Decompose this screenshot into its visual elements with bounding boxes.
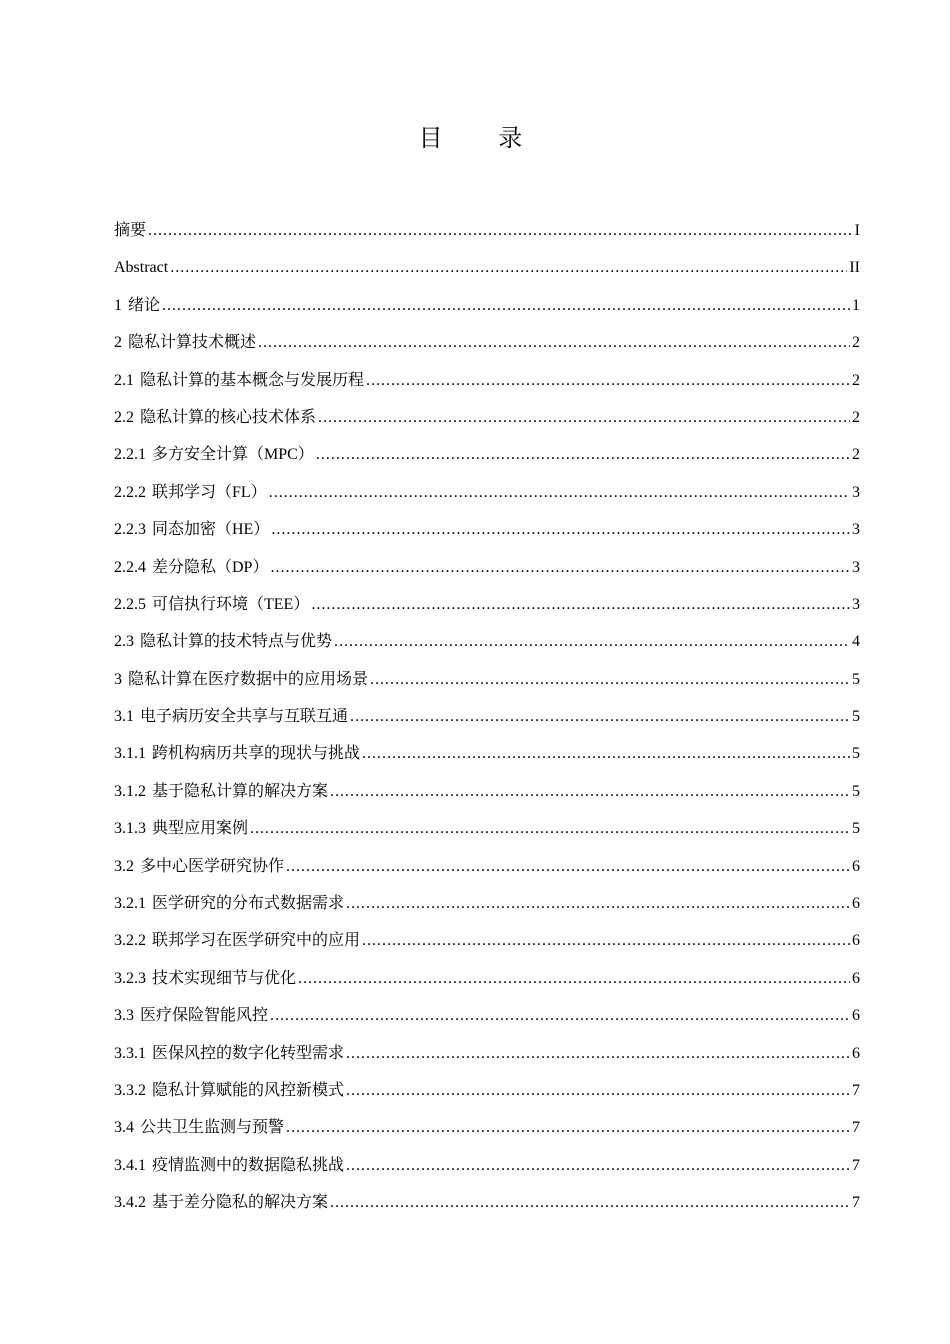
dot-leader <box>334 631 850 653</box>
toc-entry-page-number: 2 <box>852 446 860 464</box>
toc-entry[interactable] <box>114 370 860 407</box>
toc-entry-number: 3.2.3 <box>114 969 146 987</box>
toc-entry[interactable] <box>114 968 860 1005</box>
toc-entry-title <box>114 856 284 878</box>
dot-leader <box>346 1155 850 1177</box>
toc-entry-page-number: 2 <box>852 408 860 426</box>
toc-entry-number: 3.1.2 <box>114 782 146 800</box>
toc-entry-title <box>114 1192 328 1214</box>
toc-entry-number: 2.2.2 <box>114 483 146 501</box>
toc-entry-page-number: 4 <box>852 633 860 651</box>
toc-entry[interactable] <box>114 631 860 668</box>
toc-entry-number: 3.4.2 <box>114 1194 146 1212</box>
toc-entry[interactable] <box>114 295 860 332</box>
dot-leader <box>346 1043 850 1065</box>
toc-entry-label: 差分隐私（DP） <box>152 558 269 576</box>
toc-entry-title <box>114 557 268 579</box>
toc-entry-number: 3.2.1 <box>114 895 146 913</box>
toc-entry-title <box>114 519 269 541</box>
toc-entry[interactable] <box>114 594 860 631</box>
toc-entry[interactable] <box>114 893 860 930</box>
toc-entry[interactable] <box>114 856 860 893</box>
toc-entry-page-number: 1 <box>852 296 860 314</box>
toc-entry-number: 3.1 <box>114 708 134 726</box>
dot-leader <box>269 482 850 504</box>
toc-entry[interactable] <box>114 1155 860 1192</box>
toc-entry-title <box>114 781 328 803</box>
toc-entry[interactable] <box>114 444 860 481</box>
toc-entry-page-number: 6 <box>852 895 860 913</box>
dot-leader <box>330 1192 850 1214</box>
toc-entry-label: 同态加密（HE） <box>152 521 270 539</box>
toc-entry-page-number: 5 <box>852 820 860 838</box>
toc-entry-page-number: 6 <box>852 1007 860 1025</box>
dot-leader <box>286 856 850 878</box>
dot-leader <box>330 781 850 803</box>
toc-entry-label: 医保风控的数字化转型需求 <box>152 1044 345 1062</box>
toc-entry-number: 3.2 <box>114 857 134 875</box>
toc-entry-label: 疫情监测中的数据隐私挑战 <box>152 1156 345 1174</box>
toc-entry-title <box>114 1043 344 1065</box>
toc-entry-page-number: 3 <box>852 558 860 576</box>
toc-entry-title <box>114 743 360 765</box>
toc-entry-number: 3 <box>114 670 122 688</box>
toc-entry-label: 联邦学习在医学研究中的应用 <box>152 932 361 950</box>
toc-entry-title <box>114 482 267 504</box>
dot-leader <box>258 332 850 354</box>
toc-entry-number: 3.2.2 <box>114 932 146 950</box>
toc-entry-label: 隐私计算赋能的风控新模式 <box>152 1081 345 1099</box>
toc-entry-page-number: 7 <box>852 1081 860 1099</box>
dot-leader <box>250 818 850 840</box>
toc-entry-number: 3.3.1 <box>114 1044 146 1062</box>
toc-entry-page-number: 6 <box>852 1044 860 1062</box>
toc-entry[interactable] <box>114 482 860 519</box>
dot-leader <box>362 930 850 952</box>
toc-entry[interactable] <box>114 332 860 369</box>
toc-entry-title <box>114 968 296 990</box>
toc-entry[interactable] <box>114 1117 860 1154</box>
toc-entry-label: 医疗保险智能风控 <box>140 1007 269 1025</box>
toc-entry[interactable] <box>114 1080 860 1117</box>
toc-entry-number: 3.4 <box>114 1119 134 1137</box>
toc-entry-title <box>114 444 314 466</box>
toc-entry[interactable] <box>114 1043 860 1080</box>
toc-entry-page-number: 7 <box>852 1194 860 1212</box>
toc-entry[interactable] <box>114 1005 860 1042</box>
dot-leader <box>316 444 850 466</box>
toc-entry-number: 3.1.1 <box>114 745 146 763</box>
toc-entry-number: 3.4.1 <box>114 1156 146 1174</box>
toc-entry-page-number: 3 <box>852 595 860 613</box>
toc-entry-page-number: 5 <box>852 782 860 800</box>
toc-entry-label: 隐私计算在医疗数据中的应用场景 <box>128 670 369 688</box>
dot-leader <box>366 370 850 392</box>
dot-leader <box>370 669 850 691</box>
toc-entry-title <box>114 407 316 429</box>
dot-leader <box>148 220 853 242</box>
toc-entry-title <box>114 930 360 952</box>
toc-entry-title <box>114 594 309 616</box>
toc-entry-title <box>114 1155 344 1177</box>
dot-leader <box>270 557 850 579</box>
toc-entry-page-number: 6 <box>852 969 860 987</box>
toc-entry[interactable] <box>114 706 860 743</box>
dot-leader <box>362 743 850 765</box>
toc-entry[interactable] <box>114 220 860 257</box>
toc-entry-page-number: 3 <box>852 483 860 501</box>
toc-entry[interactable] <box>114 669 860 706</box>
toc-entry-number: 1 <box>114 296 122 314</box>
toc-entry-title <box>114 295 160 317</box>
toc-entry-number: 2.2.5 <box>114 595 146 613</box>
dot-leader <box>270 1005 850 1027</box>
toc-entry-label: 隐私计算的基本概念与发展历程 <box>140 371 365 389</box>
toc-entry-number: 2.3 <box>114 633 134 651</box>
toc-entry[interactable] <box>114 818 860 855</box>
toc-entry-title <box>114 370 364 392</box>
toc-entry-label: 医学研究的分布式数据需求 <box>152 895 345 913</box>
dot-leader <box>271 519 850 541</box>
toc-entry-label: 基于隐私计算的解决方案 <box>152 782 329 800</box>
toc-entry-label: 摘要 <box>114 222 147 239</box>
toc-entry-number: 2.2.1 <box>114 446 146 464</box>
toc-entry-label: 公共卫生监测与预警 <box>140 1119 285 1137</box>
toc-entry-number: 2.2.4 <box>114 558 146 576</box>
toc-entry-title <box>114 818 248 840</box>
toc-entry[interactable] <box>114 1192 860 1229</box>
toc-entry[interactable] <box>114 557 860 594</box>
dot-leader <box>286 1117 850 1139</box>
toc-entry-label: 可信执行环境（TEE） <box>152 595 310 613</box>
toc-entry-page-number: 3 <box>852 521 860 539</box>
toc-entry-label: 电子病历安全共享与互联互通 <box>140 708 349 726</box>
toc-entry-number: 3.3 <box>114 1007 134 1025</box>
toc-entry-label: 联邦学习（FL） <box>152 483 267 501</box>
toc-entry-title <box>114 1117 284 1139</box>
toc-entry-number: 2.2 <box>114 408 134 426</box>
toc-entry-label: 绪论 <box>128 296 161 314</box>
toc-entry-label: 多中心医学研究协作 <box>140 857 285 875</box>
toc-entry-title <box>114 893 344 915</box>
dot-leader <box>350 706 850 728</box>
toc-entry-title <box>114 669 368 691</box>
toc-entry-page-number: 7 <box>852 1119 860 1137</box>
dot-leader <box>346 1080 850 1102</box>
toc-entry-title <box>114 1005 268 1027</box>
toc-list <box>114 220 860 1230</box>
toc-entry-page-number: 5 <box>852 745 860 763</box>
toc-entry-title <box>114 631 332 653</box>
toc-entry-page-number: 2 <box>852 334 860 352</box>
toc-entry-number: 2.1 <box>114 371 134 389</box>
toc-entry-page-number: 6 <box>852 857 860 875</box>
toc-entry-page-number: 6 <box>852 932 860 950</box>
toc-entry-label: Abstract <box>114 259 169 277</box>
toc-entry-label: 基于差分隐私的解决方案 <box>152 1194 329 1212</box>
toc-entry-label: 隐私计算的技术特点与优势 <box>140 633 333 651</box>
toc-entry[interactable] <box>114 519 860 556</box>
toc-entry-title <box>114 257 168 279</box>
toc-entry-page-number: 5 <box>852 708 860 726</box>
toc-entry-page-number: 7 <box>852 1156 860 1174</box>
toc-title: 目 录 <box>418 124 547 152</box>
dot-leader <box>298 968 850 990</box>
toc-entry-page-number: 2 <box>852 371 860 389</box>
toc-entry[interactable] <box>114 407 860 444</box>
dot-leader <box>162 295 850 317</box>
toc-entry-title <box>114 332 256 354</box>
dot-leader <box>318 407 850 429</box>
toc-entry-number: 3.1.3 <box>114 820 146 838</box>
toc-entry-title <box>114 706 348 728</box>
toc-entry-label: 典型应用案例 <box>152 820 249 838</box>
toc-entry-title <box>114 1080 344 1102</box>
toc-entry-page-number: II <box>849 259 860 277</box>
toc-entry-label: 隐私计算技术概述 <box>128 334 257 352</box>
toc-entry[interactable] <box>114 743 860 780</box>
toc-entry[interactable] <box>114 257 860 294</box>
toc-entry[interactable] <box>114 781 860 818</box>
toc-entry-page-number: I <box>854 222 860 239</box>
toc-entry-label: 技术实现细节与优化 <box>152 969 297 987</box>
toc-entry-label: 隐私计算的核心技术体系 <box>140 408 317 426</box>
toc-entry-page-number: 5 <box>852 670 860 688</box>
toc-entry-label: 多方安全计算（MPC） <box>152 446 314 464</box>
dot-leader <box>346 893 850 915</box>
toc-entry-title <box>114 220 146 242</box>
dot-leader <box>311 594 850 616</box>
toc-entry-number: 3.3.2 <box>114 1081 146 1099</box>
toc-entry-number: 2.2.3 <box>114 521 146 539</box>
dot-leader <box>170 257 847 279</box>
toc-entry-number: 2 <box>114 334 122 352</box>
toc-entry-label: 跨机构病历共享的现状与挑战 <box>152 745 361 763</box>
toc-entry[interactable] <box>114 930 860 967</box>
